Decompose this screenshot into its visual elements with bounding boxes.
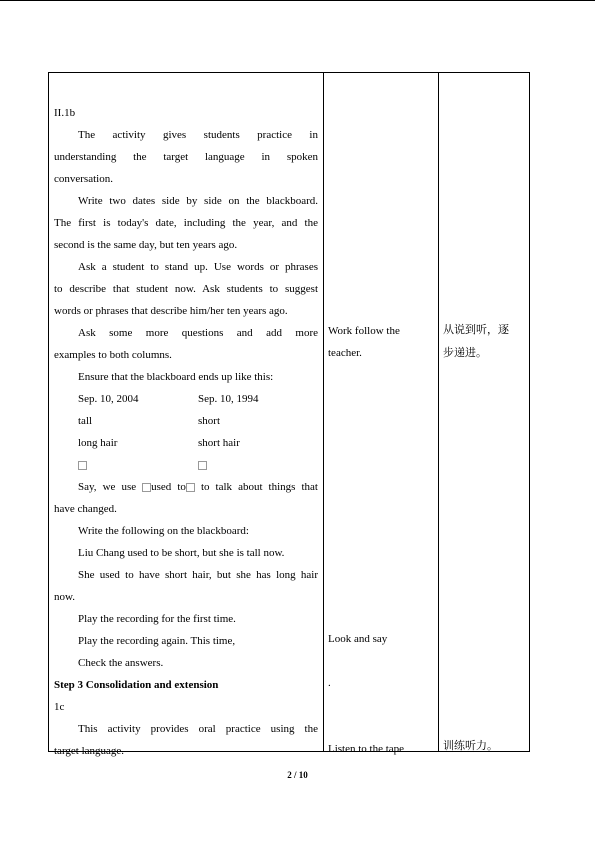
purpose-cell: [443, 73, 533, 751]
paragraph-line: to describe that student now. Ask students to suggest: [54, 283, 318, 295]
paragraph-line: Check the answers.: [78, 657, 164, 669]
blackboard-left: tall: [78, 415, 93, 427]
paragraph-line: have changed.: [54, 503, 117, 515]
activity-line: Look and say: [328, 633, 388, 645]
procedure-cell: [54, 102, 318, 762]
placeholder-box-icon: [78, 461, 87, 470]
blackboard-left: long hair: [78, 437, 118, 449]
paragraph-line: Liu Chang used to be short, but she is tall now.: [78, 547, 285, 559]
blackboard-row: [54, 410, 318, 432]
paragraph-line: This activity provides oral practice using the: [78, 723, 318, 735]
blackboard-left: Sep. 10, 2004: [78, 393, 139, 405]
paragraph-line: understanding the target language in spoken: [54, 151, 318, 163]
paragraph-line: Ask a student to stand up. Use words or phrases: [78, 261, 318, 273]
paragraph-line: second is the same day, but ten years ago.: [54, 239, 238, 251]
activity-line: Work follow the: [328, 325, 400, 337]
lesson-table: [48, 72, 530, 757]
top-rule: [0, 0, 595, 1]
highlight-phrase: used to: [151, 481, 186, 493]
student-activity-cell: [328, 73, 433, 755]
paragraph-line: Play the recording again. This time,: [78, 635, 236, 647]
blackboard-row: [54, 432, 318, 454]
paragraph-line: Ask some more questions and add more: [78, 327, 318, 339]
activity-line: Listen to the tape: [328, 743, 405, 755]
placeholder-box-icon: [198, 461, 207, 470]
paragraph-line: The activity gives students practice in: [78, 129, 318, 141]
paragraph-line: examples to both columns.: [54, 349, 172, 361]
paragraph-line: Ensure that the blackboard ends up like this:: [78, 371, 274, 383]
activity-line: .: [328, 677, 331, 689]
blackboard-right: short: [198, 415, 220, 427]
paragraph-line: words or phrases that describe him/her ten years ago.: [54, 305, 288, 317]
step-heading: Step 3 Consolidation and extension: [54, 679, 219, 691]
paragraph-line: She used to have short hair, but she has long hair: [78, 569, 318, 581]
paragraph-line: Write two dates side by side on the blackboard.: [78, 195, 318, 207]
paragraph-line: Say, we use used to to talk about things that: [78, 481, 318, 493]
sub-heading: 1c: [54, 701, 65, 713]
activity-line: teacher.: [328, 347, 362, 359]
blackboard-row: [54, 454, 318, 476]
purpose-line: 从说到听，逐: [443, 323, 509, 336]
blackboard-right: short hair: [198, 437, 240, 449]
blackboard-right: Sep. 10, 1994: [198, 393, 259, 405]
placeholder-box-icon: [142, 483, 151, 492]
blackboard-row: [54, 388, 318, 410]
purpose-line: 训练听力。: [443, 739, 498, 752]
paragraph-line: The first is today's date, including the year, and the: [54, 217, 318, 229]
section-heading: II.1b: [54, 107, 76, 119]
paragraph-line: conversation.: [54, 173, 113, 185]
paragraph-line: target language.: [54, 745, 125, 757]
paragraph-line: Play the recording for the first time.: [78, 613, 236, 625]
column-divider: [323, 73, 324, 751]
paragraph-line: now.: [54, 591, 75, 603]
purpose-line: 步递进。: [443, 346, 487, 359]
page-number: 2 / 10: [287, 770, 308, 780]
column-divider: [438, 73, 439, 751]
paragraph-line: Write the following on the blackboard:: [78, 525, 249, 537]
placeholder-box-icon: [186, 483, 195, 492]
